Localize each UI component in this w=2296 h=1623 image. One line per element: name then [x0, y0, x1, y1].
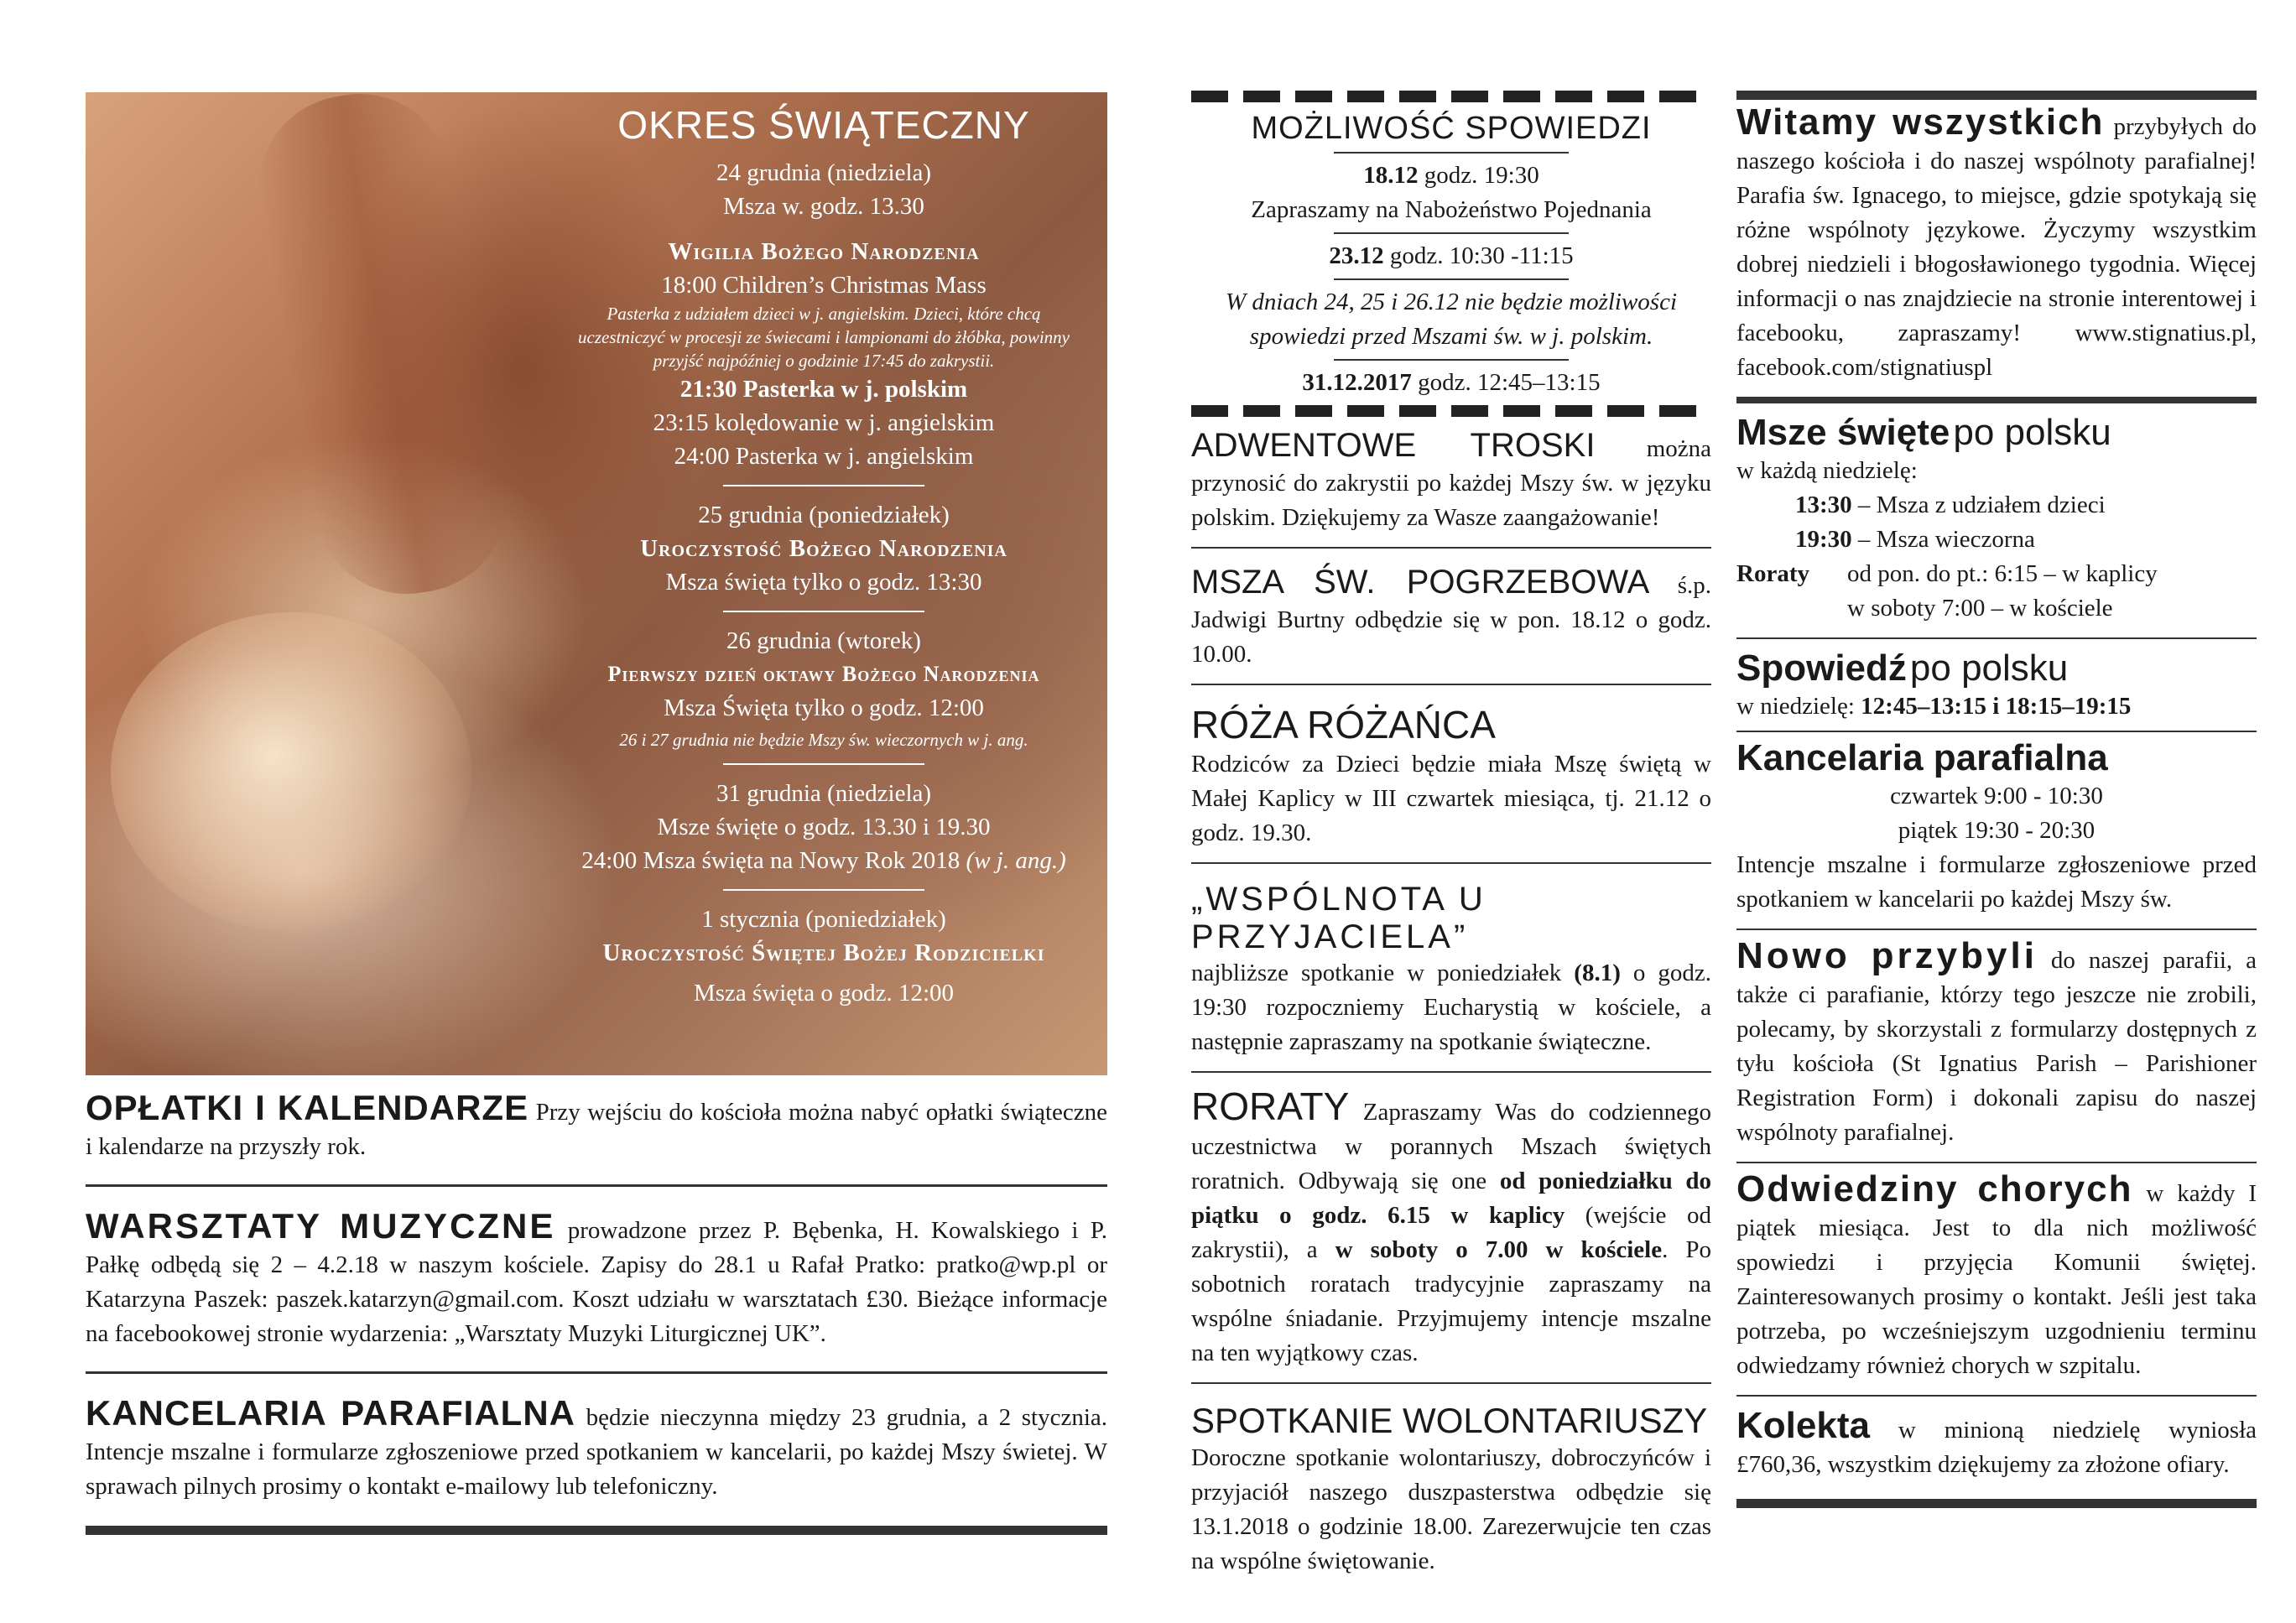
bottom-rule: [86, 1526, 1107, 1535]
date-1: 1 stycznia (poniedziałek): [701, 906, 946, 933]
line: 24:00 Pasterka w j. angielskim: [674, 443, 974, 470]
notice-title: SPOTKANIE WOLONTARIUSZY: [1191, 1401, 1708, 1440]
line: 18:00 Children’s Christmas Mass: [661, 272, 987, 299]
divider: [86, 1184, 1107, 1187]
notice-text: będzie nieczynna między 23 grudnia, a 2 stycznia. Intencje mszalne i formularze zgłoszeniowe przed spotkaniem w kancelarii, po każdej Mszy świetej. W sprawach pilnych prosimy o kontakt e-mailowy lub telefoniczny.: [86, 1404, 1107, 1500]
divider: [1736, 1395, 2257, 1397]
notice-oplatki: [86, 1090, 1107, 1164]
roraty-row: [1736, 557, 2257, 591]
office-hours: czwartek 9:00 - 10:30: [1890, 783, 2103, 809]
time: 13:30: [1795, 492, 1852, 518]
roraty-row: w soboty 7:00 – w kościele: [1847, 595, 2113, 622]
label: – Msza z udziałem dzieci: [1857, 492, 2106, 518]
notice-title: Nowo przybyli: [1736, 935, 2038, 976]
time: 18:15–19:15: [2005, 693, 2132, 720]
office-text: Intencje mszalne i formularze zgłoszeniowe przed spotkaniem w kancelarii po każdej Mszy św.: [1736, 851, 2257, 913]
notice-text: prowadzone przez P. Bębenka, H. Kowalskiego i P. Pałkę odbędą się 2 – 4.2.18 w naszym kościele. Zapisy do 28.1 u Rafał Pratko: pratko@wp.pl or Katarzyna Paszek: paszek.katarzyn@gmail.com. Koszt udziału w warsztatach £30. Bieżące informacje na facebookowej stronie wydarzenia: „Warsztaty Muzyki Liturgicznej UK”.: [86, 1217, 1107, 1347]
notice-title: Odwiedziny chorych: [1736, 1168, 2133, 1209]
line-text: 24:00 Msza święta na Nowy Rok 2018: [581, 847, 961, 874]
date-25: 25 grudnia (poniedziałek): [698, 502, 950, 528]
time: godz. 19:30: [1424, 162, 1539, 189]
confession-date: [1200, 366, 1703, 400]
bottom-rule: [1736, 1499, 2257, 1508]
notice-title: Witamy wszystkich: [1736, 101, 2105, 143]
time: godz. 10:30 -11:15: [1389, 242, 1574, 269]
time: 12:45–13:15: [1861, 693, 1986, 720]
divider: [1736, 397, 2257, 403]
time: od pon. do pt.: 6:15 – w kaplicy: [1847, 560, 2158, 587]
notice-chorzy: [1736, 1168, 2257, 1383]
label: w niedzielę:: [1736, 693, 1855, 720]
divider: [1191, 862, 1711, 864]
notice-text: można przynosić do zakrystii po każdej Mszy św. w języku polskim. Dziękujemy za Wasze zaangażowanie!: [1191, 435, 1711, 531]
divider: [1736, 731, 2257, 732]
divider: [86, 1371, 1107, 1374]
masses-section: [1736, 412, 2257, 626]
notice-roraty: [1191, 1085, 1711, 1371]
line-note: (w j. ang.): [966, 847, 1066, 874]
heading: Pierwszy dzień oktawy Bożego Narodzenia: [607, 662, 1040, 686]
note: Pasterka z udziałem dzieci w j. angielskim. Dzieci, które chcą uczestniczyć w procesji ze świecami i lampionami do żłóbka, powinny przyjść najpóźniej o godzinie 17:45 do zakrystii.: [578, 304, 1070, 371]
notice-warsztaty: [86, 1206, 1107, 1351]
notice-title: ADWENTOWE TROSKI: [1191, 427, 1596, 464]
notice-text: w minioną niedzielę wyniosła £760,36, wszystkim dziękujemy za złożone ofiary.: [1736, 1417, 2257, 1478]
child-face-illustration: [111, 612, 471, 931]
confession-times: [1736, 689, 2257, 724]
divider: [1191, 547, 1711, 549]
text: . Po sobotnich roratach tradycyjnie zapraszamy na wspólne śniadanie. Przyjmujemy intencje mszalne na ten wyjątkowy czas.: [1191, 1236, 1711, 1366]
masses-title: [1736, 412, 2257, 454]
text: najbliższe spotkanie w poniedziałek: [1191, 960, 1562, 986]
notice-text: Doroczne spotkanie wolontariuszy, dobroczyńców i przyjaciół naszego duszpasterstwa odbędzie się 13.1.2018 o godzinie 18.00. Zarezerwujcie ten czas na wspólne świętowanie.: [1191, 1444, 1711, 1574]
title-light: po polsku: [1909, 648, 2069, 689]
notice-kolekta: [1736, 1405, 2257, 1482]
text-bold: od poniedziałku do piątku o godz. 6.15 w kaplicy: [1191, 1168, 1711, 1229]
date-24: 24 grudnia (niedziela): [716, 159, 932, 186]
line: 21:30 Pasterka w j. polskim: [679, 376, 968, 403]
conj: i: [1992, 693, 2000, 720]
date: 31.12.2017: [1302, 369, 1412, 396]
right-column: [1736, 91, 2257, 1508]
confession-date: [1200, 239, 1703, 273]
office-section: [1736, 737, 2257, 917]
divider: [723, 611, 924, 612]
notice-nowo: [1736, 935, 2257, 1150]
notice-title: RÓŻA RÓŻAŃCA: [1191, 703, 1496, 746]
dashed-border-top: [1191, 91, 1711, 102]
confession-note: Zapraszamy na Nabożeństwo Pojednania: [1251, 196, 1652, 223]
mass-row: [1736, 523, 2257, 557]
line: 23:15 kolędowanie w j. angielskim: [653, 409, 995, 436]
notice-title: Kolekta: [1736, 1405, 1870, 1446]
divider: [1736, 637, 2257, 639]
notice-adwent: [1191, 429, 1711, 535]
date-26: 26 grudnia (wtorek): [726, 627, 921, 654]
label: Roraty: [1736, 560, 1809, 587]
divider: [723, 889, 924, 891]
notice-title: „WSPÓLNOTA U PRZYJACIELA”: [1191, 881, 1486, 955]
date: 18.12: [1363, 162, 1419, 189]
note: 26 i 27 grudnia nie będzie Mszy św. wieczornych w j. ang.: [619, 730, 1028, 750]
heading: Uroczystość Bożego Narodzenia: [640, 535, 1007, 562]
notice-title: WARSZTATY MUZYCZNE: [86, 1206, 556, 1246]
time: 19:30: [1795, 526, 1852, 553]
top-rule: [1736, 91, 2257, 100]
divider: [1334, 152, 1569, 153]
line: [555, 844, 1092, 877]
notice-text: ś.p. Jadwigi Burtny odbędzie się w pon. 18.12 o godz. 10.00.: [1191, 572, 1711, 668]
text: o godz. 19:30 rozpoczniemy Eucharystią w kościele, a następnie zapraszamy na spotkanie świąteczne.: [1191, 960, 1712, 1055]
divider: [1191, 684, 1711, 685]
text: (wejście od zakrystii), a: [1191, 1202, 1711, 1263]
notice-pogrzeb: [1191, 565, 1711, 672]
notice-witamy: [1736, 101, 2257, 385]
confession-section: [1736, 648, 2257, 724]
time: godz. 12:45–13:15: [1418, 369, 1601, 396]
line: Msze święte o godz. 13.30 i 19.30: [657, 814, 991, 840]
notice-text: Rodziców za Dzieci będzie miała Mszę świętą w Małej Kaplicy w III czwartek miesiąca, tj. 21.12 o godz. 19.30.: [1191, 751, 1711, 846]
confession-title: MOŻLIWOŚĆ SPOWIEDZI: [1251, 111, 1652, 146]
dashed-border-bottom: [1191, 405, 1711, 417]
notice-text: Przy wejściu do kościoła można nabyć opłatki świąteczne i kalendarze na przyszły rok.: [86, 1099, 1107, 1160]
notice-text: przybyłych do naszego kościoła i do naszej wspólnoty parafialnej! Parafia św. Ignacego, to miejsce, gdzie spotykają się różne wspólnoty językowe. Życzymy wszystkim dobrej niedzieli i błogosławionego tygodnia. Więcej informacji o nas znajdziecie na stronie interentowej i facebooku, zapraszamy! www.stignatius.pl, facebook.com/stignatiuspl: [1736, 113, 2257, 381]
divider: [1191, 1071, 1711, 1073]
title-bold: Msze święte: [1736, 412, 1950, 453]
text-bold: (8.1): [1574, 960, 1621, 986]
office-title: Kancelaria parafialna: [1736, 737, 2108, 778]
date: 23.12: [1329, 242, 1384, 269]
middle-column: [1191, 91, 1711, 1579]
title-light: po polsku: [1953, 412, 2111, 453]
confession-info: W dniach 24, 25 i 26.12 nie będzie możliwości spowiedzi przed Mszami św. w j. polskim.: [1225, 289, 1678, 350]
heading: Uroczystość Świętej Bożej Rodzicielki: [602, 939, 1045, 966]
line: Msza święta tylko o godz. 13:30: [665, 569, 982, 596]
text-bold: w soboty o 7.00 w kościele: [1335, 1236, 1663, 1263]
christmas-schedule-text: [555, 92, 1092, 1010]
christmas-schedule-panel: [86, 92, 1107, 1075]
notice-wspolnota: [1191, 956, 1711, 1059]
confession-date: [1200, 159, 1703, 193]
divider: [1334, 359, 1569, 361]
confession-title: [1736, 648, 2257, 689]
notice-text: w każdy I piątek miesiąca. Jest to dla nich możliwość spowiedzi i przyjęcia Komunii świętej. Zainteresowanych prosimy o kontakt. Jeśli jest taka potrzeba, po wcześniejszym uzgodnieniu terminu odwiedzamy również chorych w szpitalu.: [1736, 1180, 2257, 1379]
line: Msza święta o godz. 12:00: [693, 980, 955, 1007]
date-31: 31 grudnia (niedziela): [716, 780, 932, 807]
notice-kancelaria: [86, 1393, 1107, 1504]
panel-title: OKRES ŚWIĄTECZNY: [617, 103, 1030, 147]
text: Zapraszamy Was do codziennego uczestnictwa w porannych Mszach świętych roratnich. Odbywają się one: [1191, 1099, 1711, 1194]
office-hours: piątek 19:30 - 20:30: [1898, 817, 2096, 844]
divider: [723, 763, 924, 765]
notice-title: RORATY: [1191, 1085, 1350, 1128]
label: – Msza wieczorna: [1857, 526, 2035, 553]
notice-text: do naszej parafii, a także ci parafianie, którzy tego jeszcze nie zrobili, polecamy, by skorzystali z formularzy dostępnych z tyłu kościoła (St Ignatius Parish – Parishioner Registration Form) i dokonali zapisu do naszej wspólnoty parafialnej.: [1736, 947, 2257, 1146]
heading: Wigilia Bożego Narodzenia: [668, 238, 980, 265]
divider: [1191, 1382, 1711, 1384]
title-bold: Spowiedź: [1736, 648, 1907, 689]
masses-sub: w każdą niedzielę:: [1736, 457, 1918, 484]
divider: [1736, 929, 2257, 930]
mass-row: [1736, 488, 2257, 523]
divider: [1334, 232, 1569, 234]
divider: [723, 485, 924, 486]
hand-illustration: [245, 92, 523, 608]
line: Msza w. godz. 13.30: [723, 193, 924, 220]
divider: [1736, 1162, 2257, 1163]
line: Msza Święta tylko o godz. 12:00: [664, 694, 984, 721]
divider: [1334, 278, 1569, 280]
notice-title: KANCELARIA PARAFIALNA: [86, 1393, 575, 1433]
confession-box: [1191, 102, 1711, 405]
left-column-notices: [86, 1090, 1107, 1535]
notice-title: MSZA ŚW. POGRZEBOWA: [1191, 564, 1650, 601]
notice-title: OPŁATKI I KALENDARZE: [86, 1088, 529, 1127]
